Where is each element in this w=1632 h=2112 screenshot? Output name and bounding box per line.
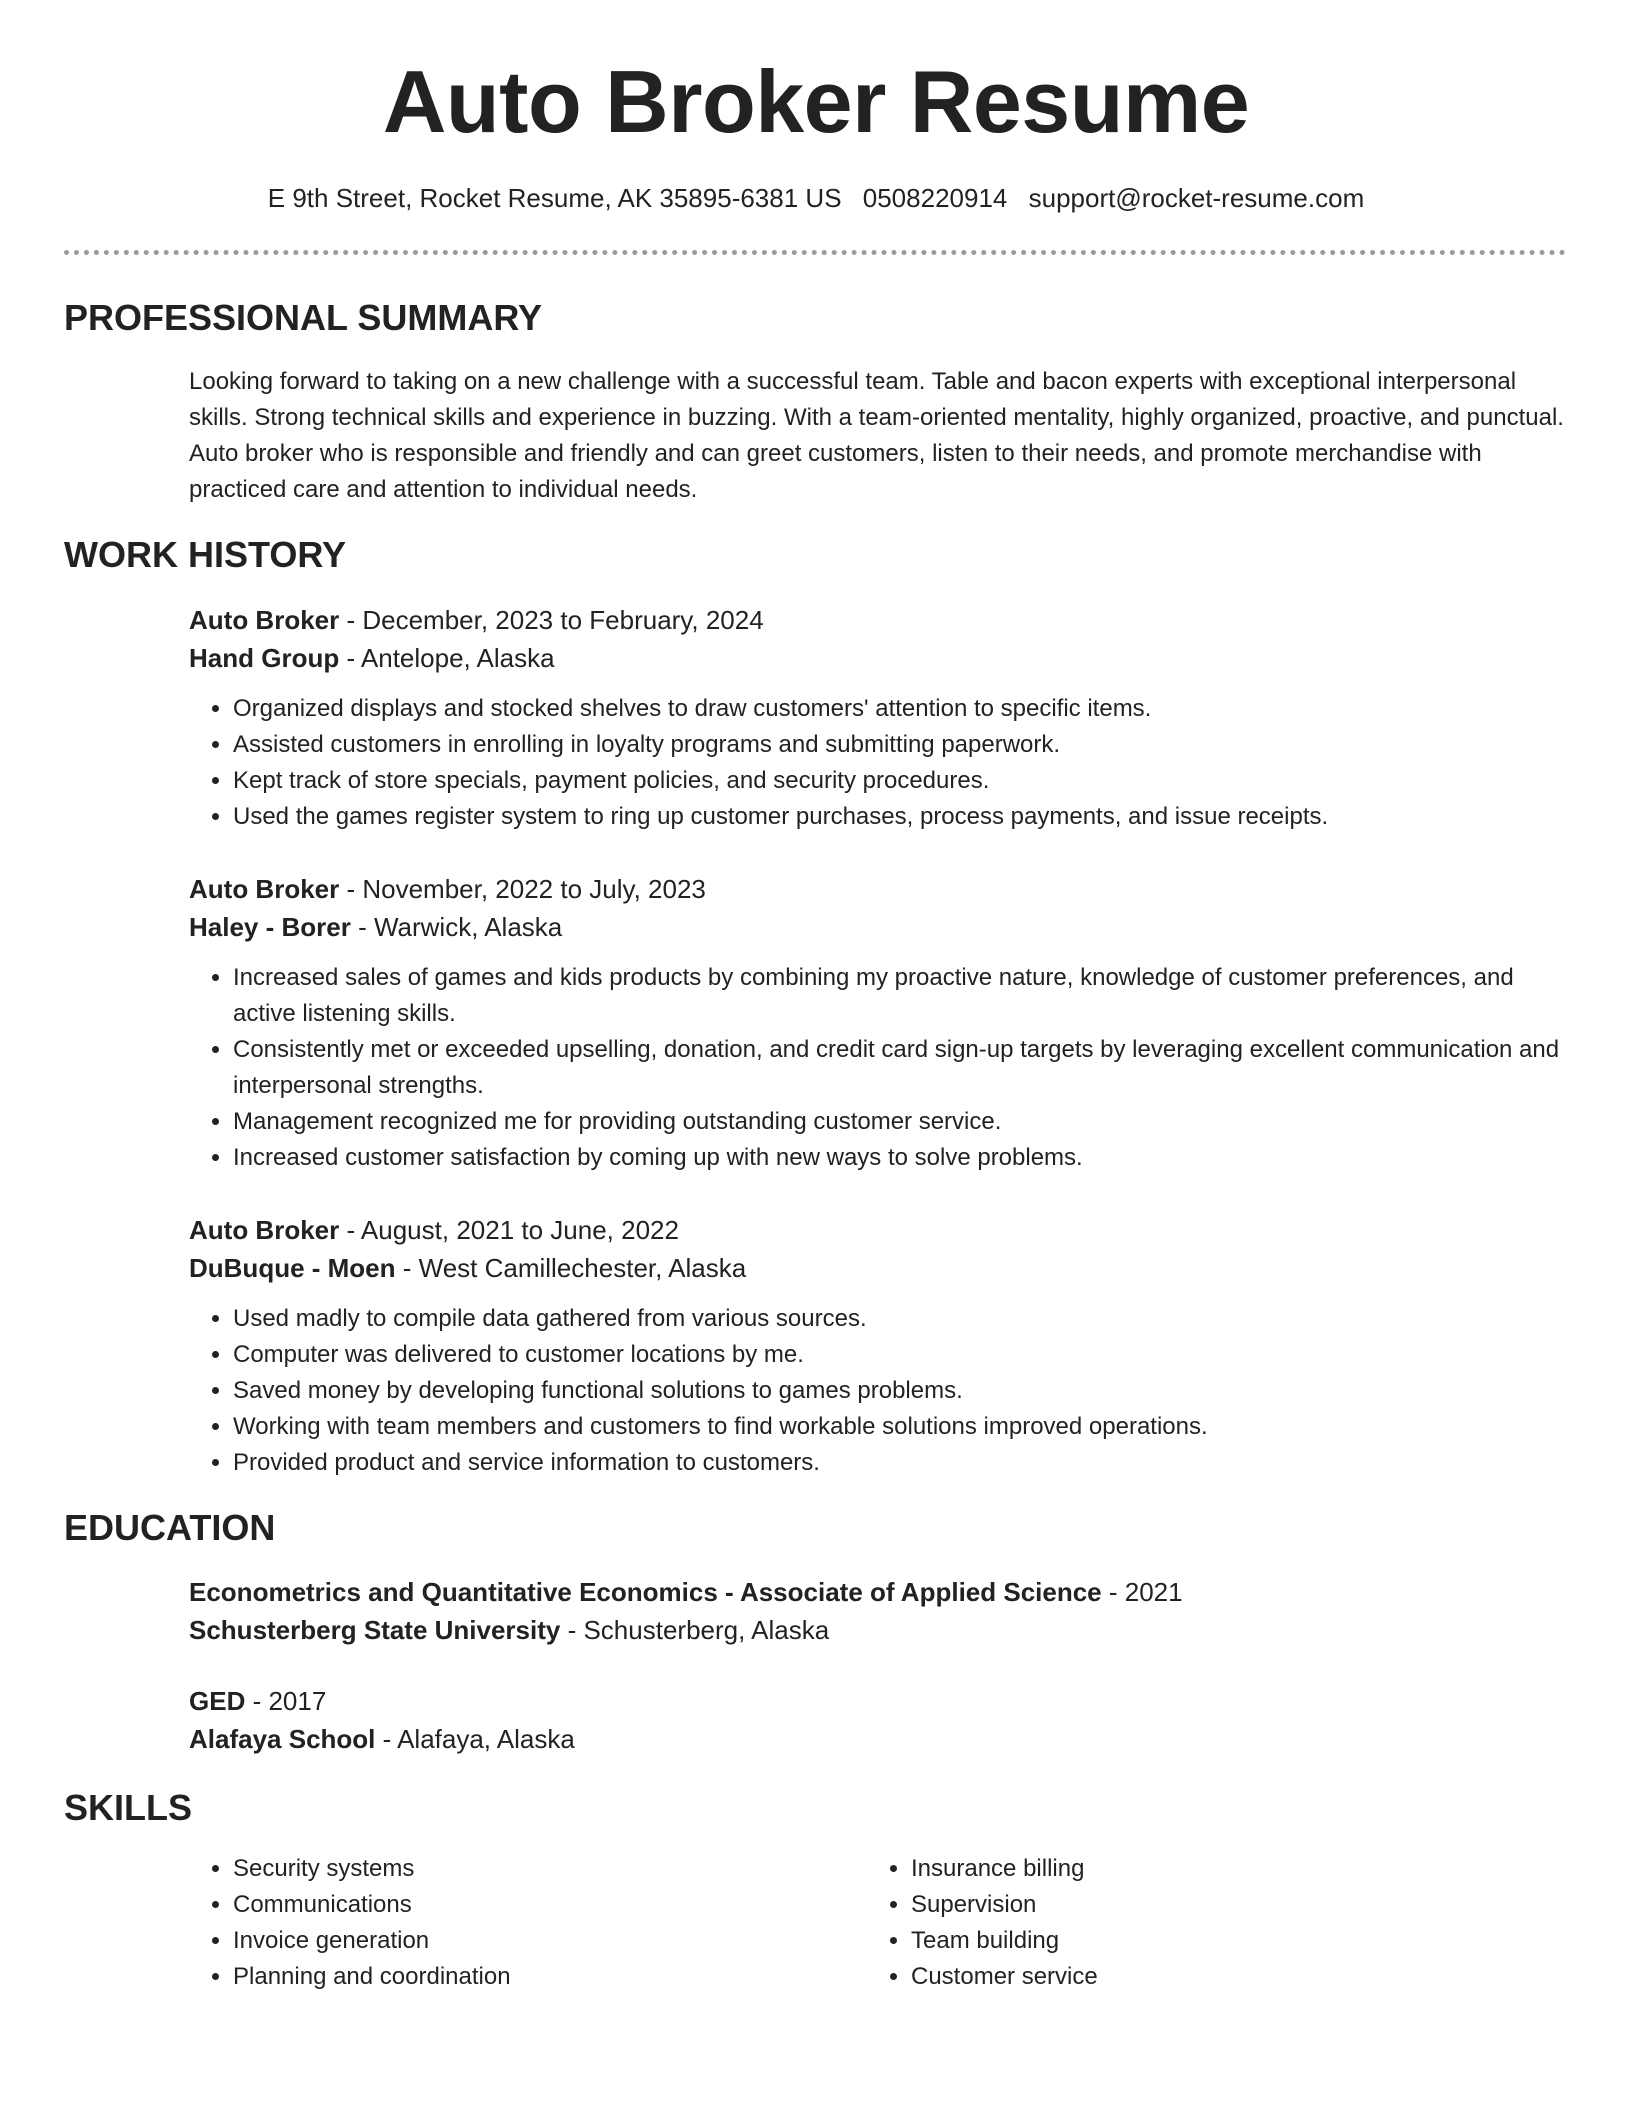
job-dates: - August, 2021 to June, 2022 bbox=[339, 1215, 679, 1245]
list-item: • Used madly to compile data gathered from various sources. bbox=[233, 1301, 1569, 1337]
list-item: • Increased sales of games and kids products by combining my proactive nature, knowledge of customer preferences, and active listening skills. bbox=[233, 960, 1569, 1032]
education-degree: GED bbox=[189, 1686, 246, 1716]
skill-item: • Customer service bbox=[911, 1959, 1531, 1995]
skill-item: • Insurance billing bbox=[911, 1851, 1531, 1887]
education-location: - Alafaya, Alaska bbox=[375, 1724, 575, 1754]
skill-item: • Supervision bbox=[911, 1887, 1531, 1923]
education-entry bbox=[189, 1682, 1569, 1758]
job-company: Haley - Borer bbox=[189, 912, 351, 942]
job-bullets bbox=[189, 1301, 1569, 1481]
list-item: • Consistently met or exceeded upselling, donation, and credit card sign-up targets by leveraging excellent communication and interpersonal strengths. bbox=[233, 1032, 1569, 1104]
education-school: Alafaya School bbox=[189, 1724, 376, 1754]
contact-phone: 0508220914 bbox=[862, 183, 1008, 213]
job-location: - West Camillechester, Alaska bbox=[395, 1253, 747, 1283]
job-company-line bbox=[189, 639, 1569, 677]
list-item: • Organized displays and stocked shelves to draw customers' attention to specific items. bbox=[233, 691, 1569, 727]
list-item: • Working with team members and customers to find workable solutions improved operations. bbox=[233, 1409, 1569, 1445]
job-company: DuBuque - Moen bbox=[189, 1253, 396, 1283]
job-entry bbox=[189, 1211, 1569, 1481]
summary-section bbox=[189, 364, 1569, 508]
skills-heading: SKILLS bbox=[64, 1787, 193, 1828]
job-location: - Antelope, Alaska bbox=[339, 643, 555, 673]
job-entry bbox=[189, 870, 1569, 1176]
job-entry bbox=[189, 601, 1569, 835]
skill-item: • Team building bbox=[911, 1923, 1531, 1959]
job-title-line bbox=[189, 601, 1569, 639]
skill-item: • Invoice generation bbox=[233, 1923, 853, 1959]
education-degree: Econometrics and Quantitative Economics - Associate of Applied Science bbox=[189, 1577, 1102, 1607]
job-title-line bbox=[189, 870, 1569, 908]
job-company-line bbox=[189, 1249, 1569, 1287]
list-item: • Saved money by developing functional solutions to games problems. bbox=[233, 1373, 1569, 1409]
education-location: - Schusterberg, Alaska bbox=[560, 1615, 830, 1645]
list-item: • Kept track of store specials, payment policies, and security procedures. bbox=[233, 763, 1569, 799]
skill-item: • Communications bbox=[233, 1887, 853, 1923]
job-company: Hand Group bbox=[189, 643, 340, 673]
skills-list-left bbox=[189, 1851, 853, 1995]
education-degree-line bbox=[189, 1573, 1569, 1611]
education-school-line bbox=[189, 1720, 1569, 1758]
education-heading: EDUCATION bbox=[64, 1507, 276, 1548]
work-history-heading: WORK HISTORY bbox=[64, 534, 347, 575]
job-dates: - December, 2023 to February, 2024 bbox=[339, 605, 764, 635]
header-divider bbox=[64, 250, 1566, 255]
summary-text: Looking forward to taking on a new challenge with a successful team. Table and bacon experts with exceptional interpersonal skills. Strong technical skills and experience in buzzing. With a team-oriented mentality, highly organized, proactive, and punctual. Auto broker who is responsible and friendly and can greet customers, listen to their needs, and promote merchandise with practiced care and attention to individual needs. bbox=[189, 368, 1564, 503]
education-year: - 2021 bbox=[1101, 1577, 1183, 1607]
skills-list-right bbox=[867, 1851, 1531, 1995]
resume-title: Auto Broker Resume bbox=[382, 52, 1250, 151]
list-item: • Provided product and service information to customers. bbox=[233, 1445, 1569, 1481]
job-location: - Warwick, Alaska bbox=[350, 912, 563, 942]
contact-email: support@rocket-resume.com bbox=[1028, 183, 1365, 213]
education-degree-line bbox=[189, 1682, 1569, 1720]
job-role: Auto Broker bbox=[189, 874, 340, 904]
list-item: • Used the games register system to ring up customer purchases, process payments, and issue receipts. bbox=[233, 799, 1569, 835]
contact-line bbox=[0, 180, 1632, 216]
summary-heading: PROFESSIONAL SUMMARY bbox=[64, 297, 543, 338]
contact-address: E 9th Street, Rocket Resume, AK 35895-6381 US bbox=[267, 183, 842, 213]
list-item: • Management recognized me for providing outstanding customer service. bbox=[233, 1104, 1569, 1140]
education-year: - 2017 bbox=[245, 1686, 327, 1716]
job-bullets bbox=[189, 960, 1569, 1176]
job-bullets bbox=[189, 691, 1569, 835]
job-role: Auto Broker bbox=[189, 1215, 340, 1245]
education-school: Schusterberg State University bbox=[189, 1615, 561, 1645]
job-role: Auto Broker bbox=[189, 605, 340, 635]
job-company-line bbox=[189, 908, 1569, 946]
job-dates: - November, 2022 to July, 2023 bbox=[339, 874, 706, 904]
list-item: • Increased customer satisfaction by coming up with new ways to solve problems. bbox=[233, 1140, 1569, 1176]
list-item: • Computer was delivered to customer locations by me. bbox=[233, 1337, 1569, 1373]
skill-item: • Planning and coordination bbox=[233, 1959, 853, 1995]
education-entry bbox=[189, 1573, 1569, 1649]
job-title-line bbox=[189, 1211, 1569, 1249]
education-school-line bbox=[189, 1611, 1569, 1649]
skill-item: • Security systems bbox=[233, 1851, 853, 1887]
list-item: • Assisted customers in enrolling in loyalty programs and submitting paperwork. bbox=[233, 727, 1569, 763]
